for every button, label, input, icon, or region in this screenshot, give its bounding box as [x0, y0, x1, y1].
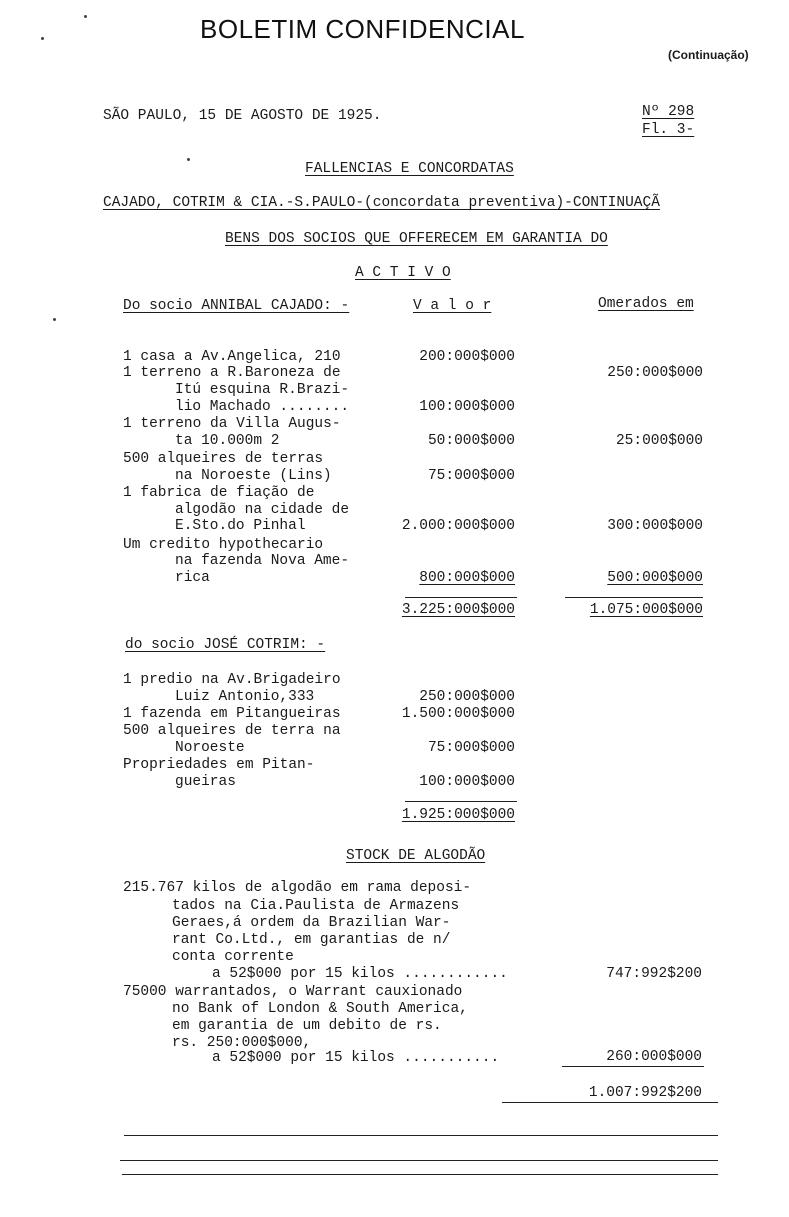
asset-valor: 50:000$000 — [427, 433, 515, 449]
scan-speck — [53, 318, 56, 321]
onerados-column-header: Omerados em — [598, 296, 694, 312]
continuation-label: (Continuação) — [668, 48, 749, 62]
sheet-number: Fl. 3- — [642, 122, 695, 138]
asset-onerado: 250:000$000 — [607, 365, 703, 381]
partner2-total-valor: 1.925:000$000 — [401, 807, 515, 823]
asset-description: 1 fazenda em Pitangueiras — [123, 706, 341, 722]
partner2-heading: do socio JOSÉ COTRIM: - — [125, 637, 326, 653]
asset-onerado: 25:000$000 — [615, 433, 703, 449]
asset-description: Propriedades em Pitan- — [123, 757, 315, 773]
onerado-subtotal-rule — [565, 597, 703, 598]
activo-heading: A C T I V O — [355, 265, 451, 281]
asset-valor: 200:000$000 — [419, 349, 515, 365]
stock-line: 215.767 kilos de algodão em rama deposi- — [123, 880, 472, 896]
stock-subtotal-rule — [562, 1066, 704, 1067]
asset-description: 1 terreno a R.Baroneza de — [123, 365, 341, 381]
partner2-subtotal-rule — [405, 801, 517, 802]
valor-column-header: V a l o r — [413, 298, 492, 314]
asset-description: ta 10.000m 2 — [175, 433, 280, 449]
asset-description: 500 alqueires de terra na — [123, 723, 341, 739]
asset-description: gueiras — [175, 774, 236, 790]
asset-description: Itú esquina R.Brazi- — [175, 382, 350, 398]
guarantee-title: BENS DOS SOCIOS QUE OFFERECEM EM GARANTIA DO — [225, 231, 608, 247]
stock-line: conta corrente — [172, 949, 294, 965]
asset-description: Noroeste — [175, 740, 245, 756]
asset-description: na Noroeste (Lins) — [175, 468, 332, 484]
stock-line: tados na Cia.Paulista de Armazens — [172, 898, 460, 914]
section-title: FALLENCIAS E CONCORDATAS — [305, 161, 514, 177]
stock-line: no Bank of London & South America, — [172, 1001, 468, 1017]
scan-speck — [187, 158, 190, 161]
asset-description: algodão na cidade de — [175, 502, 350, 518]
place-date: SÃO PAULO, 15 DE AGOSTO DE 1925. — [103, 108, 382, 124]
partner1-heading: Do socio ANNIBAL CAJADO: - — [123, 298, 350, 314]
asset-onerado: 500:000$000 — [607, 570, 703, 586]
closing-rule-2 — [120, 1160, 718, 1161]
partner1-total-onerado: 1.075:000$000 — [589, 602, 703, 618]
stock-line: a 52$000 por 15 kilos ........... — [212, 1050, 500, 1066]
asset-description: 1 casa a Av.Angelica, 210 — [123, 349, 341, 365]
asset-valor: 100:000$000 — [419, 399, 515, 415]
asset-description: 500 alqueires de terras — [123, 451, 324, 467]
stock-total-rule — [502, 1102, 718, 1103]
asset-onerado: 300:000$000 — [607, 518, 703, 534]
stock-line: rant Co.Ltd., em garantias de n/ — [172, 932, 451, 948]
asset-description: 1 predio na Av.Brigadeiro — [123, 672, 341, 688]
asset-valor: 100:000$000 — [419, 774, 515, 790]
asset-description: rica — [175, 570, 210, 586]
asset-valor: 1.500:000$000 — [401, 706, 515, 722]
bulletin-number: Nº 298 — [642, 104, 695, 120]
company-line: CAJADO, COTRIM & CIA.-S.PAULO-(concordata preventiva)-CONTINUAÇÃ — [103, 195, 660, 211]
stock-line: 75000 warrantados, o Warrant cauxionado — [123, 984, 463, 1000]
stock-heading: STOCK DE ALGODÃO — [346, 848, 486, 864]
stock-line: rs. 250:000$000, — [172, 1035, 312, 1051]
asset-description: Luiz Antonio,333 — [175, 689, 315, 705]
asset-valor: 800:000$000 — [419, 570, 515, 586]
asset-valor: 2.000:000$000 — [401, 518, 515, 534]
asset-valor: 250:000$000 — [419, 689, 515, 705]
closing-rule-1 — [124, 1135, 718, 1136]
scan-speck — [41, 37, 44, 40]
stock-total: 1.007:992$200 — [588, 1085, 702, 1101]
asset-description: na fazenda Nova Ame- — [175, 553, 350, 569]
asset-description: 1 fabrica de fiação de — [123, 485, 315, 501]
scan-speck — [84, 15, 87, 18]
asset-valor: 75:000$000 — [427, 740, 515, 756]
stock-line: em garantia de um debito de rs. — [172, 1018, 442, 1034]
stock-value-1: 747:992$200 — [606, 966, 702, 982]
stock-line: a 52$000 por 15 kilos ............ — [212, 966, 508, 982]
asset-description: E.Sto.do Pinhal — [175, 518, 306, 534]
valor-subtotal-rule — [405, 597, 517, 598]
stock-line: Geraes,á ordem da Brazilian War- — [172, 915, 451, 931]
stock-value-2: 260:000$000 — [606, 1049, 702, 1065]
document-title: BOLETIM CONFIDENCIAL — [200, 14, 525, 44]
asset-description: Um credito hypothecario — [123, 537, 324, 553]
asset-description: 1 terreno da Villa Augus- — [123, 416, 341, 432]
closing-rule-3 — [122, 1174, 718, 1175]
asset-description: lio Machado ........ — [175, 399, 350, 415]
asset-valor: 75:000$000 — [427, 468, 515, 484]
partner1-total-valor: 3.225:000$000 — [401, 602, 515, 618]
